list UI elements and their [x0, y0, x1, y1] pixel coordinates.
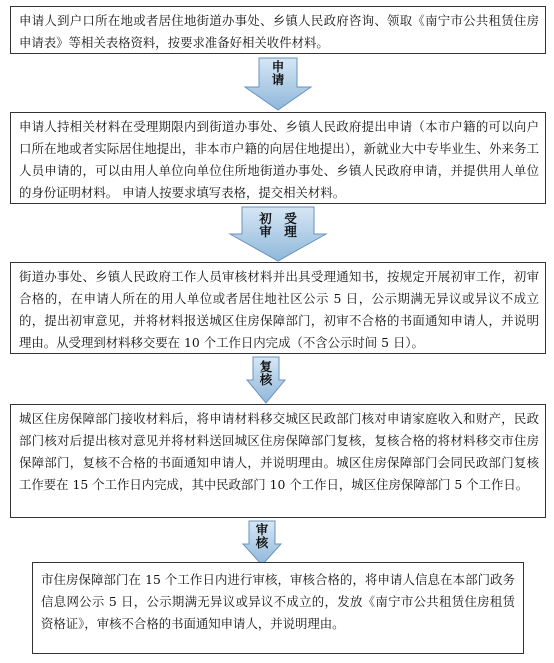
- step-4-recheck-box: 城区住房保障部门接收材料后，将申请材料移交城区民政部门核对申请家庭收入和财产，民政部门核对后提出核对意见并将材料送回城区住房保障部门复核，复核合格的将材料移交市住房保障部门，复核不合格的书面通知申请人，并说明理由。城区住房保障部门会同民政部门复核工作要在 15 个工作日内完成，其中民政部门 10 个工作日，城区住房保障部门 5 个工作日。: [10, 404, 546, 518]
- recheck-arrow-label: [246, 360, 286, 386]
- preliminary-label-line2: 审 理: [259, 224, 297, 239]
- step-5-final-audit-box: 市住房保障部门在 15 个工作日内进行审核，审核合格的，将申请人信息在本部门政务信息网公示 5 日，公示期满无异议或异议不成立的，发放《南宁市公共租赁住房租赁资格证》，审核不合格的书面通知申请人，并说明理由。: [32, 562, 524, 654]
- apply-label-line1: 申: [271, 59, 285, 74]
- audit-label-line2: 核: [255, 535, 269, 550]
- audit-label-line1: 审: [255, 522, 269, 537]
- apply-arrow-label: [253, 60, 303, 86]
- audit-arrow-label: [242, 523, 282, 549]
- step-1-consult-box: 申请人到户口所在地或者居住地街道办事处、乡镇人民政府咨询、领取《南宁市公共租赁住房申请表》等相关表格资料，按要求准备好相关收件材料。: [10, 6, 546, 54]
- step-2-apply-box: 申请人持相关材料在受理期限内到街道办事处、乡镇人民政府提出申请（本市户籍的可以向户口所在地或者实际居住地提出，非本市户籍的向居住地提出），新就业大中专毕业生、外来务工人员申请的，可以由用人单位向单位住所地街道办事处、乡镇人民政府申请，并提供用人单位的身份证明材料。 申请人按要求填写表格，提交相关材料。: [10, 112, 546, 204]
- apply-label-line2: 请: [271, 72, 285, 87]
- recheck-label-line2: 核: [259, 372, 273, 387]
- recheck-label-line1: 复: [259, 359, 273, 374]
- step-3-preliminary-review-box: 街道办事处、乡镇人民政府工作人员审核材料并出具受理通知书，按规定开展初审工作，初审合格的，在申请人所在的用人单位或者居住地社区公示 5 日，公示期满无异议或异议不成立的，提出初审意见，并将材料报送城区住房保障部门，初审不合格的书面通知申请人，并说明理由。从受理到材料移交要在 10 个工作日内完成（不含公示时间 5 日）。: [10, 262, 546, 354]
- preliminary-review-arrow-label: [238, 212, 318, 238]
- preliminary-label-line1: 初 受: [259, 211, 297, 226]
